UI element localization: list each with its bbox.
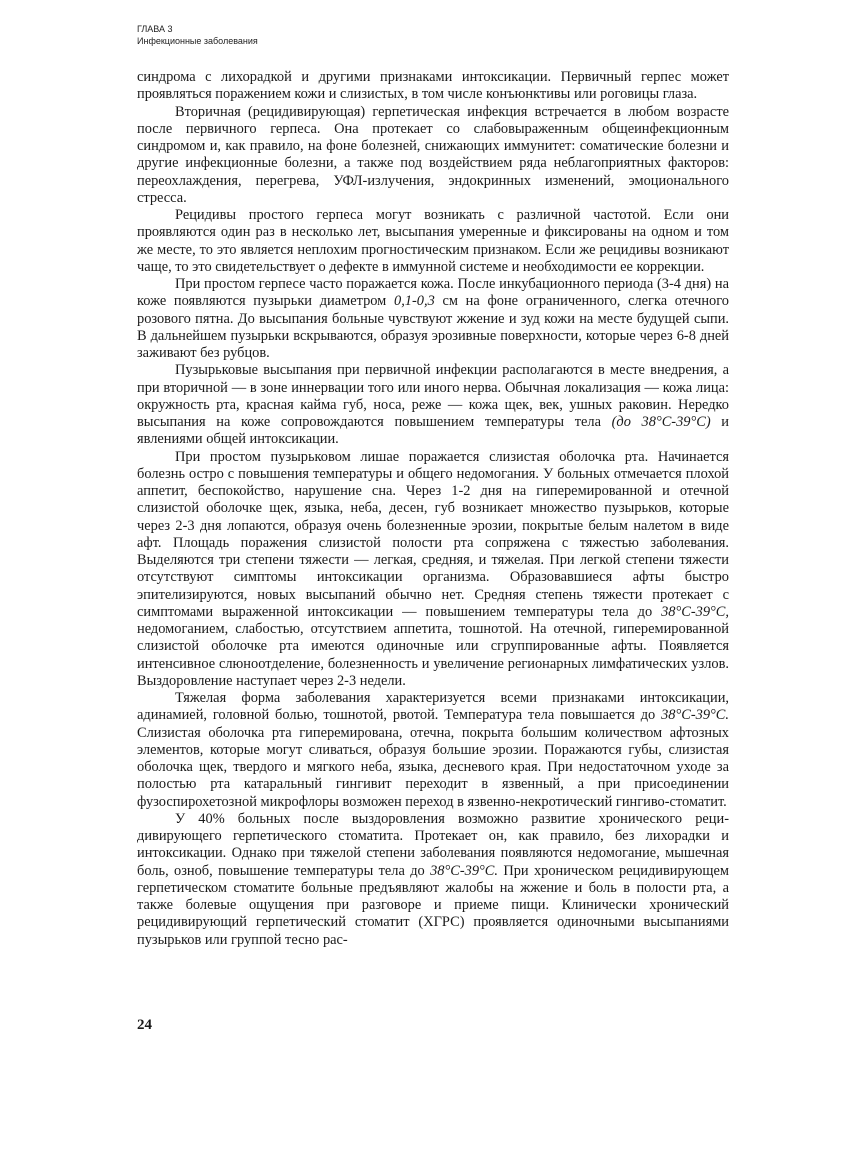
italic-value: 38°С-39°С. <box>430 862 498 879</box>
paragraph <box>137 690 729 811</box>
text-run: Вторичная (рецидивирующая) герпетическая инфекция встречается в любом возрасте после первичного герпеса. Она протекает со слабовыраженным общеинфекционным синдромом и, как правило, на фоне болезней, снижающих иммунитет: соматические болезни и другие инфекционные болезни, а также под воздействием ряда неблагоприятных факторов: переохлаждения, перегрева, УФЛ-излучения, эндокринных изменений, эмоционального стресса. <box>137 103 729 206</box>
paragraph <box>137 811 729 949</box>
italic-value: 38°С-39°С, <box>661 603 729 620</box>
text-run: Слизистая оболочка рта гиперемирована, отечна, покрыта большим количеством афтозных элементов, которые могут сливаться, образуя большие эрозии. Поражаются губы, слизистая оболочка щек, твердого и мягкого неба, языка, десневого края. При недостаточном уходе за полостью рта катаральный гингивит переходит в язвенный, а при присоединении фузоспирохетозной микрофлоры возможен переход в язвенно-некротический гингиво-стоматит. <box>137 724 729 810</box>
paragraph <box>137 362 729 448</box>
text-run: и явлениями общей интоксикации. <box>137 414 729 448</box>
text-run: см на фоне ограниченного, слегка отечного розового пятна. До высыпания больные чувствуют жжение и зуд кожи на месте будущей сыпи. В дальнейшем пузырьки вскрываются, образуя эрозивные поверхности, которые через 6-8 дней заживают без рубцов. <box>137 293 729 361</box>
text-run: синдрома с лихорадкой и другими признаками интоксикации. Первичный герпес может проявляться поражением кожи и слизистых, в том числе конъюнктивы или роговицы глаза. <box>137 69 729 103</box>
chapter-number: ГЛАВА 3 <box>137 24 173 34</box>
text-run: При хроническом рецидивирующем герпетическом стоматите больные предъявляют жалобы на жжение и боль в полости рта, а также болевые ощущения при разговоре и приеме пищи. Клинически хронический рецидивирующий герпетический стоматит (ХГРС) проявляется одиночными высыпаниями пузырьков или группой тесно рас- <box>137 862 729 948</box>
text-run: Рецидивы простого герпеса могут возникать с различной частотой. Если они проявляются один раз в несколько лет, высыпания умеренные и фиксированы на одном и том же месте, то это является неплохим прогностическим признаком. Если же рецидивы возникают чаще, то это свидетельствует о дефекте в иммунной системе и необходимости ее коррекции. <box>137 207 729 275</box>
text-run: При простом пузырьковом лишае поражается слизистая оболочка рта. Начинается болезнь остро с повышения температуры и общего недомогания. У больных отмечается плохой аппетит, беспокойство, нарушение сна. Через 1-2 дня на гиперемированной и отечной слизистой оболочке щек, языка, неба, десен, губ возникает множество пузырьков, которые через 2-3 дня лопаются, образуя очень болезненные эрозии, покрытые белым налетом в виде афт. Площадь поражения слизистой полости рта сопряжена с тяжестью заболевания. Выделяются три степени тяжести — легкая, средняя, и тяжелая. При легкой степени тяжести отсутствуют симптомы интоксикации организма. Образовавшиеся афты быстро эпителизируются, новых высыпаний обычно нет. Средняя степень тяжести протекает с симптомами выраженной интоксикации — повышением температуры тела до <box>137 448 729 620</box>
text-run: недомоганием, слабостью, отсутствием аппетита, тошнотой. На отечной, гиперемированной слизистой оболочке рта имеются одиночные или сгруппированные афты. Появляется интенсивное слюноотделение, болезненность и увеличение регионарных лимфатических узлов. Выздоровление наступает через 2-3 недели. <box>137 621 729 689</box>
text-run: При простом герпесе часто поражается кожа. После инкубационного периода (3-4 дня) на коже появляются пузырьки диаметром <box>137 276 729 310</box>
text-run: У 40% больных после выздоровления возможно развитие хронического рецидивирующего герпетического стоматита. Протекает он, как правило, без лихорадки и интоксикации. Однако при тяжелой степени заболевания появляются недомогание, мышечная боль, озноб, повышение температуры тела до <box>137 810 729 879</box>
text-run: Пузырьковые высыпания при первичной инфекции располагаются в месте внедрения, а при вторичной — в зоне иннервации того или иного нерва. Обычная локализация — кожа лица: окружность рта, красная кайма губ, носа, реже — кожа щек, век, ушных раковин. Нередко высыпания на коже сопровождаются повышением температуры тела <box>137 362 729 430</box>
chapter-title: Инфекционные заболевания <box>137 36 258 46</box>
page-number: 24 <box>137 1017 152 1033</box>
paragraph <box>137 69 729 104</box>
text-run: Тяжелая форма заболевания характеризуется всеми признаками интоксикации, адинамией, головной болью, тошнотой, рвотой. Температура тела повышается до <box>137 690 729 724</box>
italic-value: 38°С-39°С. <box>661 707 729 724</box>
paragraph <box>137 276 729 362</box>
paragraph <box>137 104 729 208</box>
paragraph <box>137 207 729 276</box>
running-head <box>137 23 258 47</box>
paragraph <box>137 449 729 691</box>
body-text <box>137 69 729 949</box>
italic-value: (до 38°С-39°С) <box>611 414 711 430</box>
italic-value: 0,1-0,3 <box>394 293 435 310</box>
